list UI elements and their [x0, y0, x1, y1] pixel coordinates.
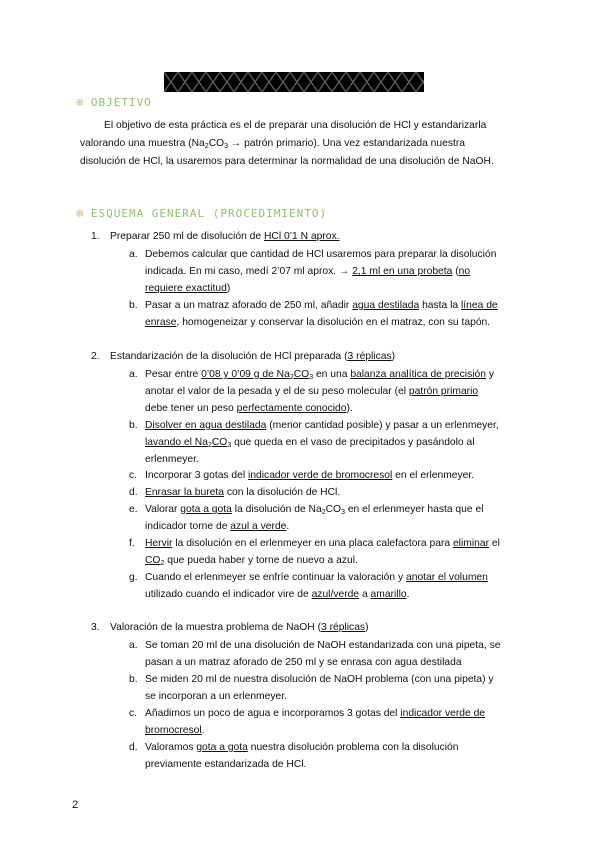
step-3d: Valoramos gota a gota nuestra disolución problema con la disolución previamente estandarizada de HCl.	[145, 742, 459, 770]
sub-letter: b.	[129, 674, 138, 685]
step-2g: Cuando el erlenmeyer se enfríe continuar la valoración y anotar el volumen utilizado cuando el indicador vire de azul/verde a amarillo.	[145, 572, 488, 600]
step-1-title: Preparar 250 ml de disolución de HCl 0’1 N aprox.	[110, 231, 340, 242]
sub-letter: b.	[129, 300, 138, 311]
sub-letter: d.	[129, 487, 138, 498]
step-3-title: Valoración de la muestra problema de NaOH (3 réplicas)	[110, 622, 369, 633]
step-1b: Pasar a un matraz aforado de 250 ml, añadir agua destilada hasta la línea de enrase, homogeneizar y conservar la disolución en el matraz, con su tapón.	[145, 300, 498, 328]
flower-icon: ❊	[76, 95, 85, 110]
step-2e: Valorar gota a gota la disolución de $Na_2CO_3$ en el erlenmeyer hasta que el indicador torne de azul a verde.	[145, 504, 484, 532]
step-2f: Hervir la disolución en el erlenmeyer en una placa calefactora para eliminar el $CO_2$ que pueda haber y torne de nuevo a azul.	[145, 538, 500, 567]
sub-letter: g.	[129, 572, 138, 583]
sub-letter: f.	[129, 538, 135, 549]
objetivo-paragraph: El objetivo de esta práctica es el de preparar una disolución de HCl y estandarizarla	[104, 120, 487, 131]
title-banner	[164, 72, 424, 92]
list-number: 2.	[91, 351, 100, 362]
sub-letter: c.	[129, 470, 138, 481]
section-heading-esquema	[76, 206, 327, 222]
step-3a: Se toman 20 ml de una disolución de NaOH estandarizada con una pipeta, se pasan a un matraz aforado de 250 ml y se enrasa con agua destilada	[145, 640, 501, 668]
step-2d: Enrasar la bureta con la disolución de HCl.	[145, 487, 341, 498]
sub-letter: b.	[129, 420, 138, 431]
crosshatch-pattern	[164, 72, 424, 92]
section-title: OBJETIVO	[90, 96, 152, 109]
sub-letter: e.	[129, 504, 138, 515]
sub-letter: c.	[129, 708, 138, 719]
objetivo-paragraph-line2: valorando una muestra ($Na_2CO_3$ → patrón primario). Una vez estandarizada nuestra	[80, 138, 465, 150]
sub-letter: a.	[129, 369, 138, 380]
sub-letter: a.	[129, 640, 138, 651]
list-number: 3.	[91, 622, 100, 633]
step-1a: Debemos calcular que cantidad de HCl usaremos para preparar la disolución indicada. En mi caso, medí 2’07 ml aprox. → 2,1 ml en una probeta (no requiere exactitud)	[145, 249, 497, 294]
step-2a: Pesar entre 0’08 y 0’09 g de $Na_2CO_3$ en una balanza analítica de precisión y anotar el valor de la pesada y el de su peso molecular (el patrón primario debe tener un peso perfectamente conocido).	[145, 369, 494, 414]
page-number: 2	[72, 799, 79, 811]
step-2-title: Estandarización de la disolución de HCl preparada (3 réplicas)	[110, 351, 396, 362]
step-3c: Añadimos un poco de agua e incorporamos 3 gotas del indicador verde de bromocresol.	[145, 708, 486, 736]
objetivo-paragraph-line3: disolución de HCl, la usaremos para determinar la normalidad de una disolución de NaOH.	[80, 156, 494, 167]
step-2c: Incorporar 3 gotas del indicador verde de bromocresol en el erlenmeyer.	[145, 470, 475, 481]
flower-icon: ❊	[76, 206, 85, 221]
step-3b: Se miden 20 ml de nuestra disolución de NaOH problema (con una pipeta) y se incorporan a un erlenmeyer.	[145, 674, 494, 702]
section-title: ESQUEMA GENERAL (PROCEDIMIENTO)	[90, 207, 328, 220]
sub-letter: d.	[129, 742, 138, 753]
step-2b: Disolver en agua destilada (menor cantidad posible) y pasar a un erlenmeyer, lavando el $Na_2CO_3$ que queda en el vaso de precipitados y pasándolo al erlenmeyer.	[145, 420, 499, 465]
section-heading-objetivo	[76, 95, 152, 111]
list-number: 1.	[91, 231, 100, 242]
sub-letter: a.	[129, 249, 138, 260]
